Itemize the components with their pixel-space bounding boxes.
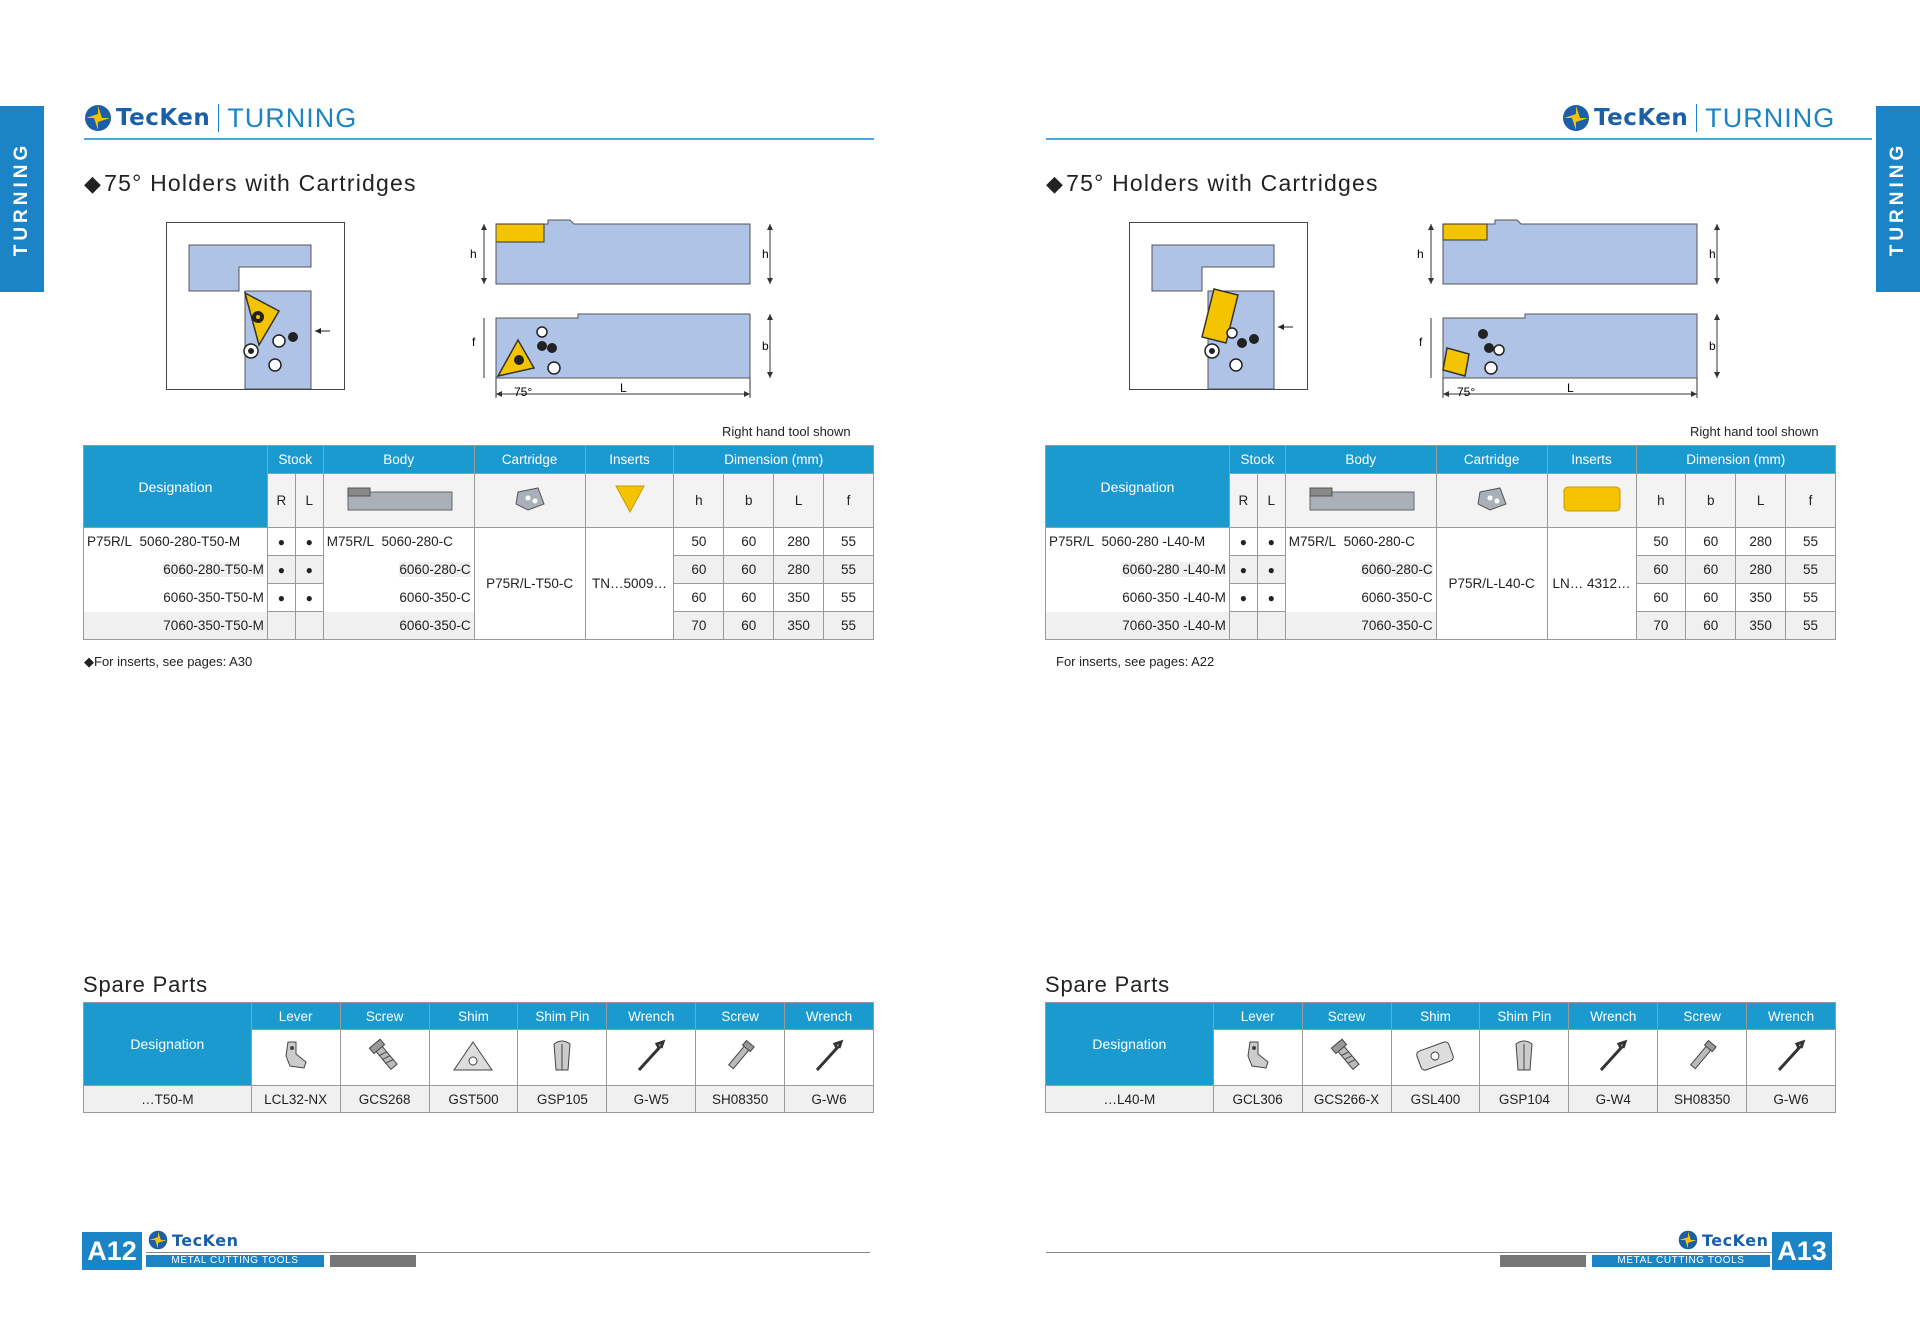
table-row: …T50-M LCL32-NX GCS268 GST500 GSP105 G-W5 SH08350 G-W6 xyxy=(84,1086,874,1113)
body-image xyxy=(323,474,474,528)
spare-header: Screw xyxy=(1302,1003,1391,1030)
dim-b-header: b xyxy=(724,474,774,528)
holder-spec-table xyxy=(83,445,874,640)
table-row: 6060-280 -L40-M ● ● 6060-280-C 60 60 280 55 xyxy=(1046,556,1836,584)
spare-parts-title: Spare Parts xyxy=(1045,972,1170,997)
diamond-icon: ◆ xyxy=(84,654,94,669)
orientation-note: Right hand tool shown xyxy=(722,424,851,439)
page-number: A12 xyxy=(82,1232,142,1270)
dim-l-header: L xyxy=(1736,474,1786,528)
screw-icon xyxy=(1658,1030,1747,1086)
logo-icon xyxy=(1562,104,1590,132)
table-row: …L40-M GCL306 GCS266-X GSL400 GSP104 G-W4 SH08350 G-W6 xyxy=(1046,1086,1836,1113)
body-header: Body xyxy=(323,446,474,474)
svg-text:f: f xyxy=(1419,335,1423,349)
footer-grey-bar xyxy=(330,1255,416,1267)
side-tab xyxy=(1876,106,1920,292)
footer-label: METAL CUTTING TOOLS xyxy=(1592,1255,1770,1267)
header-separator xyxy=(218,104,219,132)
stock-r-header: R xyxy=(1229,474,1257,528)
shim-icon xyxy=(429,1030,518,1086)
spare-header: Shim Pin xyxy=(1480,1003,1569,1030)
spare-parts-table xyxy=(1045,1002,1836,1113)
dim-f-header: f xyxy=(824,474,874,528)
cartridge-value: P75R/L-T50-C xyxy=(474,528,585,640)
shim-pin-icon xyxy=(518,1030,607,1086)
cartridge-detail-figure xyxy=(1129,222,1308,390)
brand-logo xyxy=(1562,100,1835,136)
insert-value: LN… 4312… xyxy=(1547,528,1636,640)
brand-logo xyxy=(84,100,357,136)
shim-pin-icon xyxy=(1480,1030,1569,1086)
side-tab-label: TURNING xyxy=(1887,141,1908,257)
spare-parts-table xyxy=(83,1002,874,1113)
dim-l-header: L xyxy=(774,474,824,528)
spare-header: Wrench xyxy=(1747,1003,1836,1030)
header-rule xyxy=(84,138,874,140)
header-separator xyxy=(1696,104,1697,132)
page-number: A13 xyxy=(1772,1232,1832,1270)
svg-text:L: L xyxy=(620,381,627,395)
triangle-insert-icon xyxy=(613,483,647,515)
screw-icon xyxy=(340,1030,429,1086)
spare-designation-header: Designation xyxy=(1046,1003,1214,1086)
spare-parts-title: Spare Parts xyxy=(83,972,208,997)
side-tab xyxy=(0,106,44,292)
dimension-header: Dimension (mm) xyxy=(1636,446,1835,474)
logo-icon xyxy=(84,104,112,132)
header-rule xyxy=(1046,138,1872,140)
svg-text:h: h xyxy=(1417,247,1424,261)
holder-dimension-drawing xyxy=(470,218,780,402)
footer-logo: TecKen xyxy=(148,1230,238,1250)
insert-image xyxy=(585,474,674,528)
svg-text:L: L xyxy=(1567,381,1574,395)
cartridge-detail-figure xyxy=(166,222,345,390)
table-row: P75R/L 5060-280-T50-M ● ● M75R/L 5060-280-C P75R/L-T50-C TN…5009… 50 60 280 55 xyxy=(84,528,874,556)
svg-text:h: h xyxy=(470,247,477,261)
tool-body-icon xyxy=(1306,484,1416,514)
dim-h-header: h xyxy=(674,474,724,528)
spare-header: Wrench xyxy=(785,1003,874,1030)
footer-logo: TecKen xyxy=(1678,1230,1768,1250)
svg-text:75°: 75° xyxy=(514,385,533,399)
table-row: 7060-350 -L40-M 7060-350-C 70 60 350 55 xyxy=(1046,612,1836,640)
stock-l-header: L xyxy=(1257,474,1285,528)
section-title: ◆75° Holders with Cartridges xyxy=(84,170,417,196)
spare-header: Screw xyxy=(340,1003,429,1030)
wrench-icon xyxy=(785,1030,874,1086)
inserts-header: Inserts xyxy=(585,446,674,474)
holder-spec-table xyxy=(1045,445,1836,640)
diamond-icon: ◆ xyxy=(84,171,103,196)
header-title: TURNING xyxy=(1705,102,1836,133)
wrench-icon xyxy=(1569,1030,1658,1086)
table-row: 6060-350-T50-M ● ● 6060-350-C 60 60 350 55 xyxy=(84,584,874,612)
cartridge-image xyxy=(474,474,585,528)
spare-header: Wrench xyxy=(607,1003,696,1030)
insert-footnote: For inserts, see pages: A22 xyxy=(1056,654,1215,669)
spare-header: Lever xyxy=(1213,1003,1302,1030)
table-row: 6060-350 -L40-M ● ● 6060-350-C 60 60 350 55 xyxy=(1046,584,1836,612)
body-header: Body xyxy=(1285,446,1436,474)
insert-value: TN…5009… xyxy=(585,528,674,640)
footer-rule xyxy=(1046,1252,1774,1253)
cartridge-image xyxy=(1436,474,1547,528)
svg-text:b: b xyxy=(1709,339,1716,353)
spare-designation-header: Designation xyxy=(84,1003,252,1086)
table-row: 6060-280-T50-M ● ● 6060-280-C 60 60 280 55 xyxy=(84,556,874,584)
cartridge-value: P75R/L-L40-C xyxy=(1436,528,1547,640)
stock-r-header: R xyxy=(267,474,295,528)
inserts-header: Inserts xyxy=(1547,446,1636,474)
stock-header: Stock xyxy=(267,446,323,474)
footer-grey-bar xyxy=(1500,1255,1586,1267)
shim-icon xyxy=(1391,1030,1480,1086)
svg-text:75°: 75° xyxy=(1457,385,1476,399)
insert-image xyxy=(1547,474,1636,528)
spare-header: Shim xyxy=(1391,1003,1480,1030)
stock-header: Stock xyxy=(1229,446,1285,474)
lever-icon xyxy=(251,1030,340,1086)
svg-text:f: f xyxy=(472,335,476,349)
spare-header: Screw xyxy=(696,1003,785,1030)
logo-icon xyxy=(1678,1230,1698,1250)
page-header xyxy=(1562,100,1835,140)
spare-header: Shim Pin xyxy=(518,1003,607,1030)
brand-name: TecKen xyxy=(116,105,211,131)
orientation-note: Right hand tool shown xyxy=(1690,424,1819,439)
body-image xyxy=(1285,474,1436,528)
spare-header: Lever xyxy=(251,1003,340,1030)
footer-label: METAL CUTTING TOOLS xyxy=(146,1255,324,1267)
table-row: P75R/L 5060-280 -L40-M ● ● M75R/L 5060-280-C P75R/L-L40-C LN… 4312… 50 60 280 55 xyxy=(1046,528,1836,556)
insert-footnote: ◆For inserts, see pages: A30 xyxy=(84,654,253,669)
holder-dimension-drawing xyxy=(1417,218,1727,402)
cartridge-header: Cartridge xyxy=(1436,446,1547,474)
wrench-icon xyxy=(607,1030,696,1086)
wrench-icon xyxy=(1747,1030,1836,1086)
rectangle-insert-icon xyxy=(1562,483,1622,515)
designation-header: Designation xyxy=(1046,446,1230,528)
header-title: TURNING xyxy=(227,102,358,133)
tool-body-icon xyxy=(344,484,454,514)
side-tab-label: TURNING xyxy=(11,141,32,257)
dim-h-header: h xyxy=(1636,474,1686,528)
cartridge-icon xyxy=(510,484,550,514)
diamond-icon: ◆ xyxy=(1046,171,1065,196)
dim-f-header: f xyxy=(1786,474,1836,528)
screw-icon xyxy=(1302,1030,1391,1086)
spare-header: Shim xyxy=(429,1003,518,1030)
dimension-header: Dimension (mm) xyxy=(674,446,874,474)
dim-b-header: b xyxy=(1686,474,1736,528)
logo-icon xyxy=(148,1230,168,1250)
cartridge-icon xyxy=(1472,484,1512,514)
spare-header: Screw xyxy=(1658,1003,1747,1030)
svg-text:b: b xyxy=(762,339,769,353)
cartridge-header: Cartridge xyxy=(474,446,585,474)
svg-text:h: h xyxy=(762,247,769,261)
footer-rule xyxy=(146,1252,870,1253)
svg-text:h: h xyxy=(1709,247,1716,261)
stock-l-header: L xyxy=(295,474,323,528)
designation-header: Designation xyxy=(84,446,268,528)
spare-header: Wrench xyxy=(1569,1003,1658,1030)
page-right xyxy=(960,0,1920,1336)
page-header xyxy=(84,100,357,140)
brand-name: TecKen xyxy=(1594,105,1689,131)
screw-icon xyxy=(696,1030,785,1086)
lever-icon xyxy=(1213,1030,1302,1086)
section-title: ◆75° Holders with Cartridges xyxy=(1046,170,1379,196)
table-row: 7060-350-T50-M 6060-350-C 70 60 350 55 xyxy=(84,612,874,640)
